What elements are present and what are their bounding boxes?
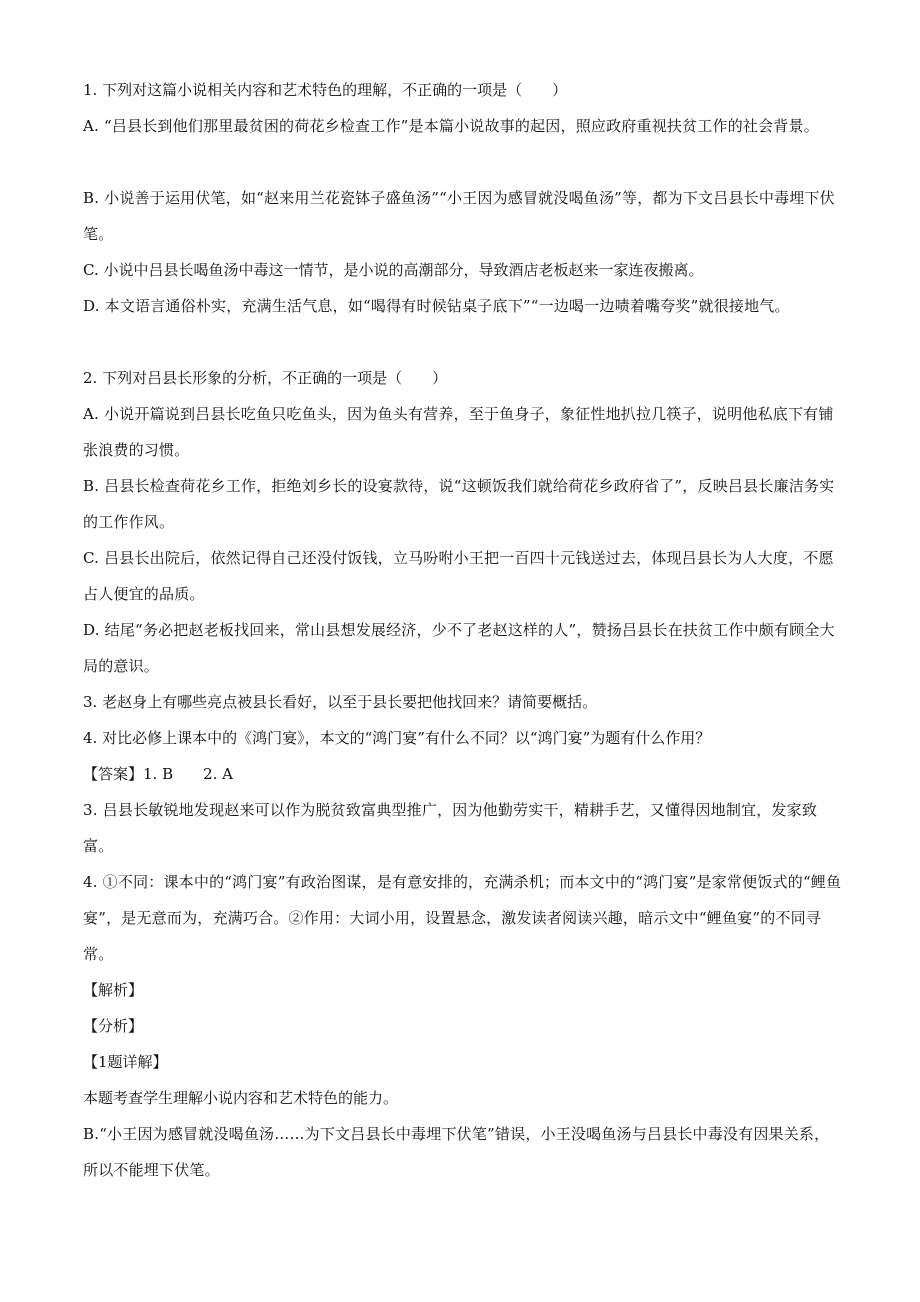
question-1-option-c: C. 小说中吕县长喝鱼汤中毒这一情节，是小说的高潮部分，导致酒店老板赵来一家连夜搬离。 (83, 261, 704, 279)
question-2-option-a: A. 小说开篇说到吕县长吃鱼只吃鱼头，因为鱼头有营养，至于鱼身子，象征性地扒拉几筷子，说明他私底下有铺张浪费的习惯。 (83, 405, 834, 459)
question-1-stem: 1. 下列对这篇小说相关内容和艺术特色的理解，不正确的一项是（ ） (83, 81, 568, 99)
detail-1-intro: 本题考查学生理解小说内容和艺术特色的能力。 (83, 1089, 399, 1107)
question-2-option-c: C. 吕县长出院后，依然记得自己还没付饭钱，立马吩咐小王把一百四十元钱送过去，体现吕县长为人大度，不愿占人便宜的品质。 (83, 549, 834, 603)
analysis-subheading: 【分析】 (83, 1017, 144, 1035)
detail-1-option-b: B.“小王因为感冒就没喝鱼汤……为下文吕县长中毒埋下伏笔”错误，小王没喝鱼汤与吕县长中毒没有因果关系，所以不能埋下伏笔。 (83, 1125, 830, 1179)
question-4-stem: 4. 对比必修上课本中的《鸿门宴》，本文的“鸿门宴”有什么不同？以“鸿门宴”为题有什么作用？ (83, 729, 711, 747)
question-1-option-b: B. 小说善于运用伏笔，如“赵来用兰花瓷钵子盛鱼汤”“小王因为感冒就没喝鱼汤”等，都为下文吕县长中毒埋下伏笔。 (83, 189, 835, 243)
question-2-option-d: D. 结尾“务必把赵老板找回来，常山县想发展经济，少不了老赵这样的人”，赞扬吕县长在扶贫工作中颇有顾全大局的意识。 (83, 621, 835, 675)
question-1-option-d: D. 本文语言通俗朴实，充满生活气息，如“喝得有时候钻桌子底下”“一边喝一边啧着嘴夸奖”就很接地气。 (83, 297, 790, 315)
answer-heading: 【答案】1. B 2. A (83, 765, 234, 783)
question-1-option-a: A. “吕县长到他们那里最贫困的荷花乡检查工作”是本篇小说故事的起因，照应政府重视扶贫工作的社会背景。 (83, 117, 819, 135)
answer-3: 3. 吕县长敏锐地发现赵来可以作为脱贫致富典型推广，因为他勤劳实干，精耕手艺，又懂得因地制宜，发家致富。 (83, 801, 818, 855)
analysis-heading: 【解析】 (83, 981, 144, 999)
question-3-stem: 3. 老赵身上有哪些亮点被县长看好，以至于县长要把他找回来？请简要概括。 (83, 693, 598, 711)
question-2-option-b: B. 吕县长检查荷花乡工作，拒绝刘乡长的设宴款待，说“这顿饭我们就给荷花乡政府省了”，反映吕县长廉洁务实的工作作风。 (83, 477, 835, 531)
question-2-stem: 2. 下列对吕县长形象的分析，不正确的一项是（ ） (83, 369, 448, 387)
detail-1-heading: 【1题详解】 (83, 1053, 168, 1071)
answer-4: 4. ①不同：课本中的“鸿门宴”有政治图谋，是有意安排的，充满杀机；而本文中的“鸿门宴”是家常便饭式的“鲤鱼宴”，是无意而为，充满巧合。②作用：大词小用，设置悬念，激发读者阅读兴趣，暗示文中“鲤鱼宴”的不同寻常。 (83, 873, 842, 963)
